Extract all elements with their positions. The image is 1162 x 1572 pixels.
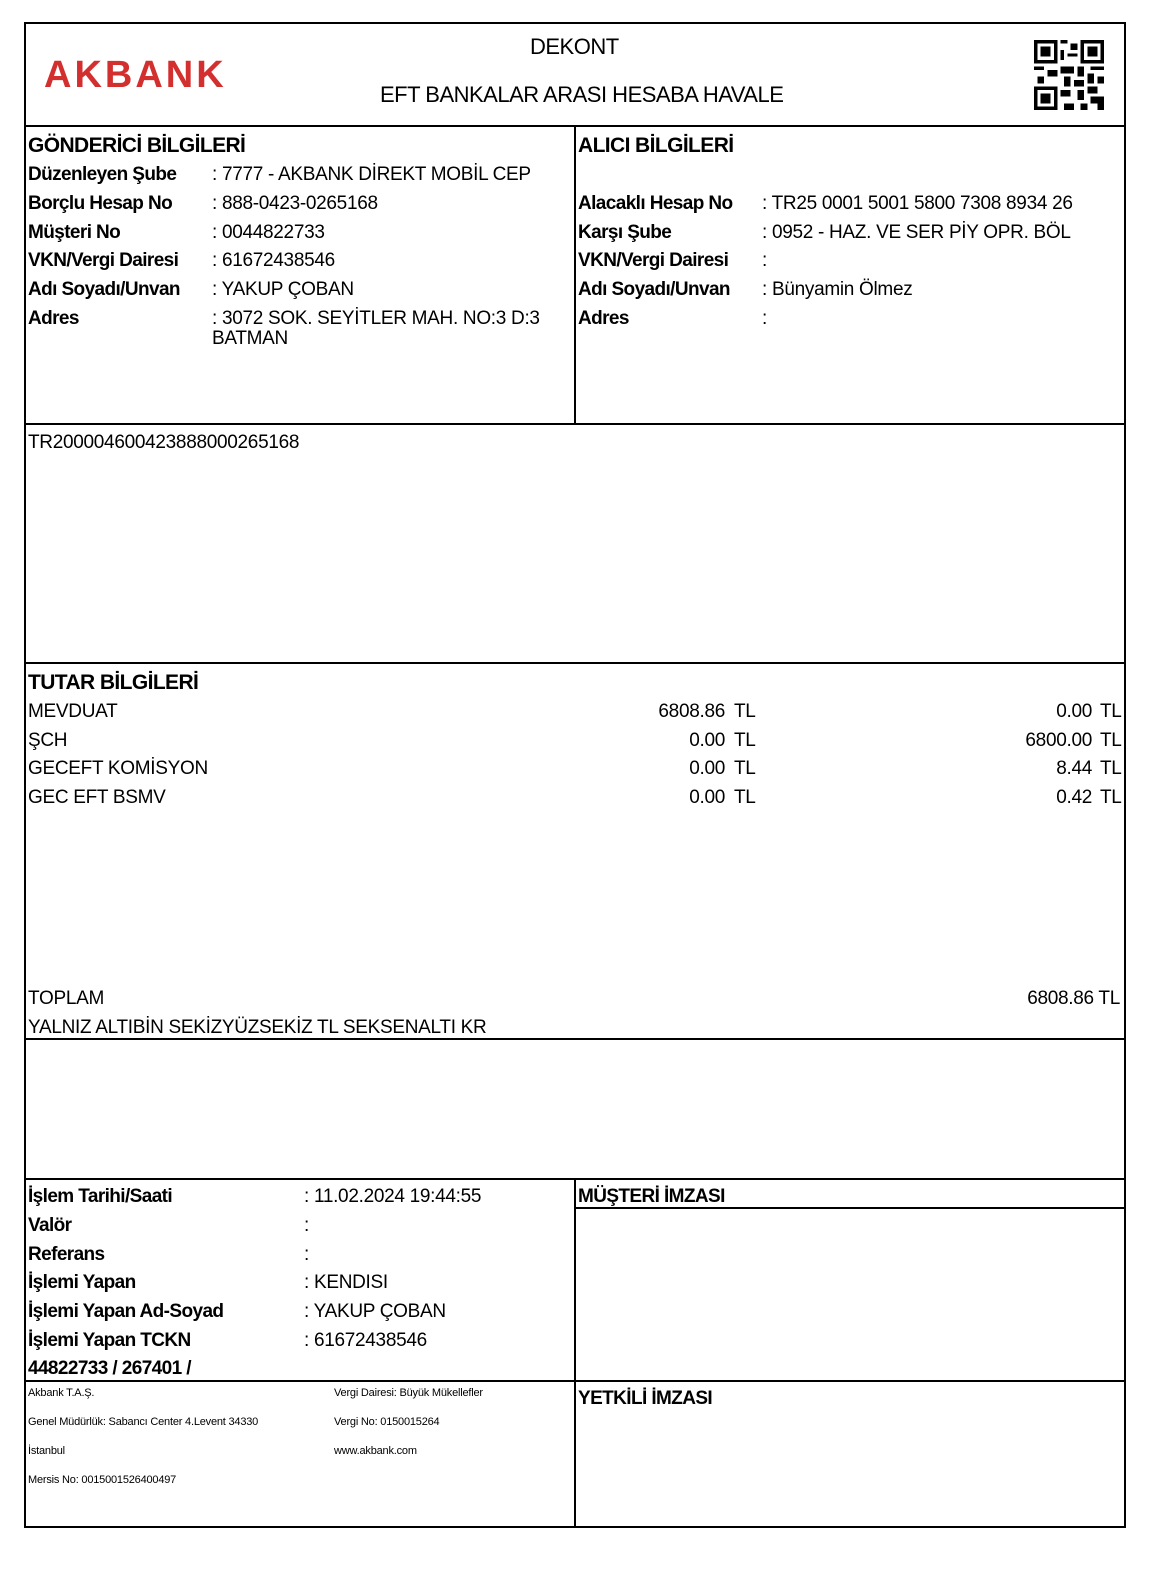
sender-section-title: GÖNDERİCİ BİLGİLERİ: [28, 134, 246, 157]
amount-row-credit-currency: TL: [1100, 701, 1122, 722]
amount-row-debit-currency: TL: [734, 787, 756, 808]
footer-company: Akbank T.A.Ş.: [28, 1387, 95, 1399]
transaction-date-label: İşlem Tarihi/Saati: [28, 1186, 173, 1207]
receiver-address-value: :: [762, 308, 767, 329]
amount-row-credit-currency: TL: [1100, 787, 1122, 808]
sender-branch-label: Düzenleyen Şube: [28, 164, 177, 185]
amount-row-debit-currency: TL: [734, 758, 756, 779]
amount-row-credit-currency: TL: [1100, 758, 1122, 779]
sender-address-label: Adres: [28, 308, 79, 329]
sender-branch-value: : 7777 - AKBANK DİREKT MOBİL CEP: [212, 164, 531, 185]
divider: [574, 1178, 576, 1528]
footer-city: İstanbul: [28, 1445, 65, 1457]
performer-tckn-label: İşlemi Yapan TCKN: [28, 1330, 191, 1351]
amount-row-credit-currency: TL: [1100, 730, 1122, 751]
customer-signature-title: MÜŞTERİ İMZASI: [578, 1186, 725, 1207]
document-title: DEKONT: [530, 34, 619, 59]
amount-row-credit: 6800.00: [1025, 730, 1092, 751]
amount-row-label: GEC EFT BSMV: [28, 787, 166, 808]
sender-address-value: : 3072 SOK. SEYİTLER MAH. NO:3 D:3 BATMAN: [212, 308, 540, 349]
performed-by-label: İşlemi Yapan: [28, 1272, 136, 1293]
amount-row-label: ŞCH: [28, 730, 68, 751]
receiver-tax-value: :: [762, 250, 767, 271]
receiver-name-label: Adı Soyadı/Unvan: [578, 279, 730, 300]
sender-customer-no-label: Müşteri No: [28, 222, 121, 243]
receiver-account-label: Alacaklı Hesap No: [578, 193, 733, 214]
reference-label: Referans: [28, 1244, 105, 1265]
divider: [24, 662, 1126, 664]
sender-customer-no-value: : 0044822733: [212, 222, 325, 243]
divider: [24, 1380, 1126, 1382]
performed-by-value: : KENDISI: [304, 1272, 388, 1293]
divider: [24, 423, 1126, 425]
amount-row-credit: 8.44: [1056, 758, 1092, 779]
sender-account-label: Borçlu Hesap No: [28, 193, 173, 214]
amount-row-credit: 0.42: [1056, 787, 1092, 808]
amount-row-debit: 0.00: [689, 758, 725, 779]
amount-row-debit: 0.00: [689, 787, 725, 808]
amount-row-label: MEVDUAT: [28, 701, 118, 722]
receiver-account-value: : TR25 0001 5001 5800 7308 8934 26: [762, 193, 1073, 214]
footer-tax-office: Vergi Dairesi: Büyük Mükellefler: [334, 1387, 483, 1399]
amounts-section-title: TUTAR BİLGİLERİ: [28, 671, 199, 694]
total-label: TOPLAM: [28, 988, 104, 1009]
performer-name-value: : YAKUP ÇOBAN: [304, 1301, 446, 1322]
amount-row-debit-currency: TL: [734, 701, 756, 722]
amount-row-label: GECEFT KOMİSYON: [28, 758, 208, 779]
sender-name-value: : YAKUP ÇOBAN: [212, 279, 354, 300]
footer-website: www.akbank.com: [334, 1445, 417, 1457]
footer-mersis: Mersis No: 0015001526400497: [28, 1474, 177, 1486]
receiver-branch-value: : 0952 - HAZ. VE SER PİY OPR. BÖL: [762, 222, 1071, 243]
amount-row-debit: 6808.86: [658, 701, 725, 722]
transaction-date-value: : 11.02.2024 19:44:55: [304, 1186, 482, 1207]
qr-code-icon: [1034, 40, 1104, 110]
divider: [574, 125, 576, 425]
sender-account-value: : 888-0423-0265168: [212, 193, 378, 214]
reference-line: 44822733 / 267401 /: [28, 1358, 191, 1379]
total-in-words: YALNIZ ALTIBİN SEKİZYÜZSEKİZ TL SEKSENALTI KR: [28, 1017, 487, 1038]
receiver-address-label: Adres: [578, 308, 629, 329]
footer-tax-no: Vergi No: 0150015264: [334, 1416, 440, 1428]
document-subtitle: EFT BANKALAR ARASI HESABA HAVALE: [380, 82, 784, 107]
value-date-value: :: [304, 1215, 309, 1236]
receiver-branch-label: Karşı Şube: [578, 222, 672, 243]
performer-name-label: İşlemi Yapan Ad-Soyad: [28, 1301, 224, 1322]
total-value: 6808.86 TL: [1027, 988, 1120, 1009]
authorized-signature-title: YETKİLİ İMZASI: [578, 1388, 713, 1409]
reference-value: :: [304, 1244, 309, 1265]
amount-row-debit-currency: TL: [734, 730, 756, 751]
value-date-label: Valör: [28, 1215, 72, 1236]
receiver-name-value: : Bünyamin Ölmez: [762, 279, 913, 300]
footer-head-office: Genel Müdürlük: Sabancı Center 4.Levent 34330: [28, 1416, 259, 1428]
sender-tax-label: VKN/Vergi Dairesi: [28, 250, 179, 271]
sender-tax-value: : 61672438546: [212, 250, 335, 271]
amount-row-debit: 0.00: [689, 730, 725, 751]
akbank-logo: AKBANK: [44, 54, 227, 96]
sender-iban: TR200004600423888000265168: [28, 432, 300, 453]
performer-tckn-value: : 61672438546: [304, 1330, 427, 1351]
amount-row-credit: 0.00: [1056, 701, 1092, 722]
receiver-tax-label: VKN/Vergi Dairesi: [578, 250, 729, 271]
sender-name-label: Adı Soyadı/Unvan: [28, 279, 180, 300]
receiver-section-title: ALICI BİLGİLERİ: [578, 134, 734, 157]
